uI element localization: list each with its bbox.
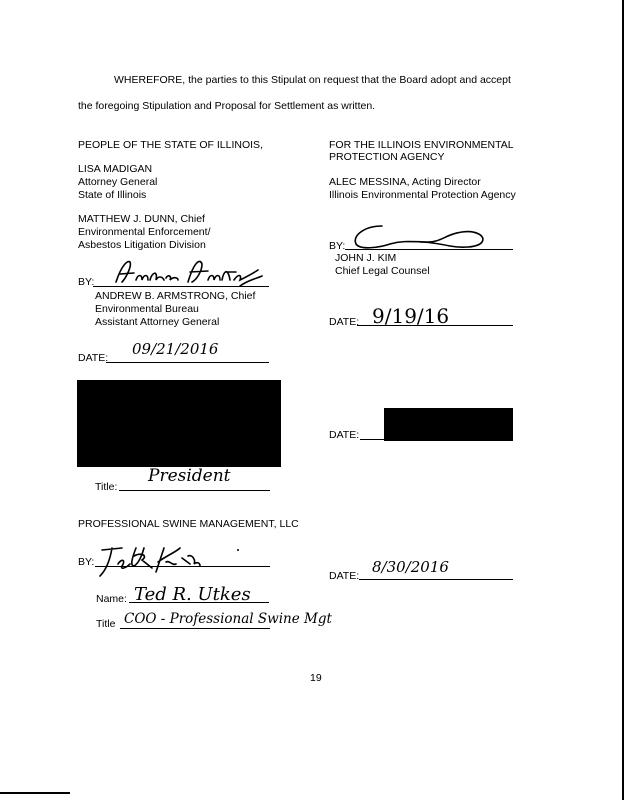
redaction-box-right (384, 408, 513, 441)
respondent-by-label: BY: (78, 556, 95, 568)
chief-division-line-1: Environmental Enforcement/ (78, 226, 211, 238)
director-name: ALEC MESSINA, Acting Director (329, 176, 481, 188)
chief-name: MATTHEW J. DUNN, Chief (78, 213, 205, 225)
left-date-label: DATE: (78, 352, 109, 364)
respondent-name-label: Name: (96, 593, 127, 605)
respondent-title-line (119, 490, 270, 491)
left-signer-line-3: Assistant Attorney General (95, 316, 220, 328)
right-signer-name: JOHN J. KIM (335, 252, 397, 264)
left-party-heading: PEOPLE OF THE STATE OF ILLINOIS, (78, 139, 263, 151)
respondent-title-handwritten: President (148, 466, 231, 486)
right-date-label: DATE: (329, 316, 360, 328)
ag-state: State of Illinois (78, 189, 147, 201)
respondent-title2-label: Title (96, 618, 116, 630)
respondent-date-line (359, 579, 513, 580)
right-party-heading-line-1: FOR THE ILLINOIS ENVIRONMENTAL (329, 139, 514, 151)
left-date-line (106, 362, 269, 363)
respondent-title-label: Title: (95, 481, 118, 493)
respondent-title2-handwritten: COO - Professional Swine Mgt (124, 611, 332, 627)
utkes-signature (96, 542, 246, 580)
right-signer-title: Chief Legal Counsel (335, 265, 430, 277)
ag-title: Attorney General (78, 176, 158, 188)
right-date2-label: DATE: (329, 429, 360, 441)
respondent-company: PROFESSIONAL SWINE MANAGEMENT, LLC (78, 518, 299, 530)
respondent-name-handwritten: Ted R. Utkes (134, 584, 251, 605)
kim-signature (350, 220, 490, 254)
left-signer-line-2: Environmental Bureau (95, 303, 199, 315)
director-org: Illinois Environmental Protection Agency (329, 189, 516, 201)
ag-name: LISA MADIGAN (78, 163, 153, 175)
paragraph-line-1: WHEREFORE, the parties to this Stipulat on request that the Board adopt and accept (114, 74, 511, 86)
respondent-date-label: DATE: (329, 570, 360, 582)
right-party-heading-line-2: PROTECTION AGENCY (329, 151, 445, 163)
page-number: 19 (310, 672, 322, 684)
respondent-date-handwritten: 8/30/2016 (372, 558, 449, 576)
left-date-handwritten: 09/21/2016 (132, 340, 219, 358)
right-by-label: BY: (329, 240, 346, 252)
redaction-box-left (77, 380, 281, 467)
right-date-handwritten: 9/19/16 (372, 304, 450, 328)
armstrong-signature (112, 256, 272, 290)
left-by-label: BY: (78, 276, 95, 288)
scan-artifact (0, 792, 70, 794)
respondent-title2-line (120, 628, 270, 629)
paragraph-line-2: the foregoing Stipulation and Proposal for Settlement as written. (78, 100, 376, 112)
chief-division-line-2: Asbestos Litigation Division (78, 239, 206, 251)
left-signer-name: ANDREW B. ARMSTRONG, Chief (95, 290, 256, 302)
